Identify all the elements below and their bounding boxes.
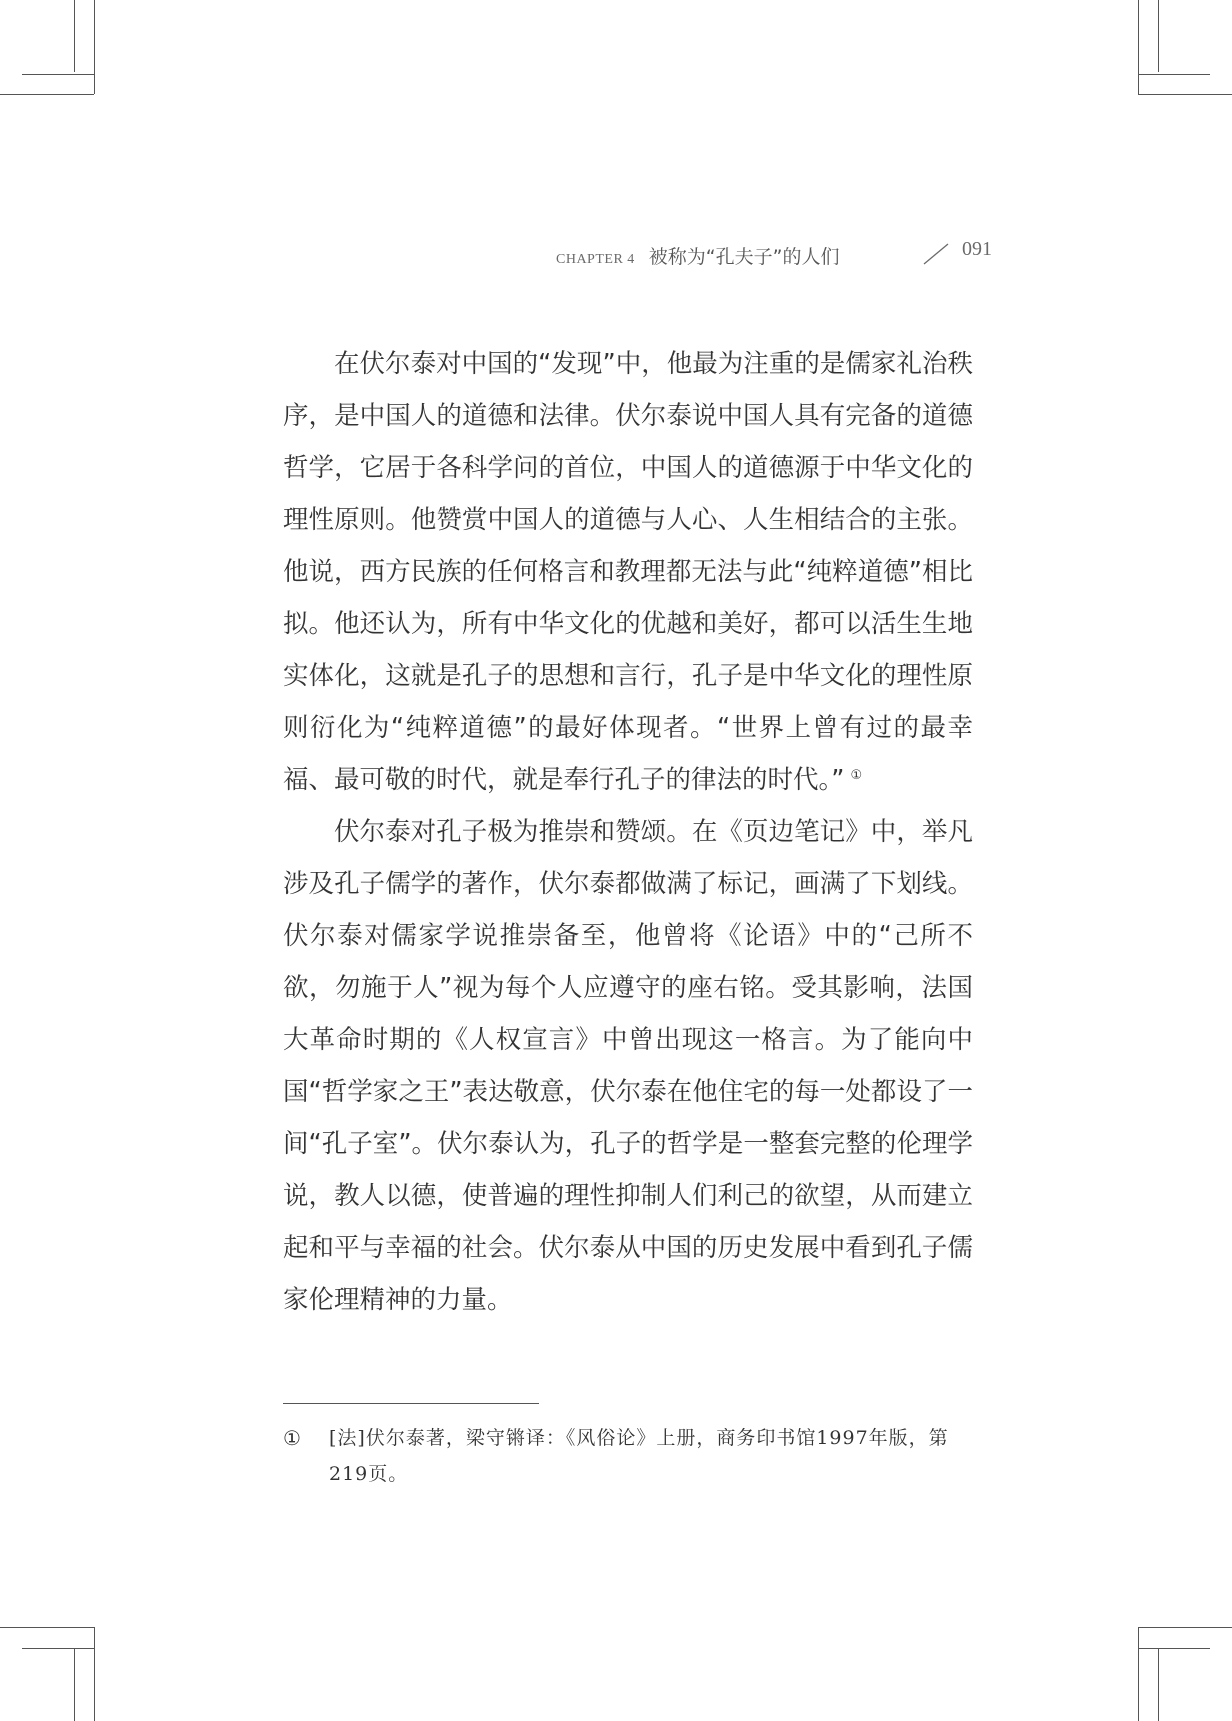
crop-mark bbox=[1138, 1648, 1210, 1649]
paragraph bbox=[283, 806, 973, 1326]
crop-mark bbox=[94, 1627, 95, 1721]
paragraph bbox=[283, 338, 973, 806]
footnote-text: [法]伏尔泰著，梁守锵译：《风俗论》上册，商务印书馆1997年版，第219页。 bbox=[329, 1427, 949, 1485]
crop-mark bbox=[1138, 74, 1210, 75]
paragraph-text: 伏尔泰对孔子极为推崇和赞颂。在《页边笔记》中，举凡涉及孔子儒学的著作，伏尔泰都做满了标记，画满了下划线。伏尔泰对儒家学说推崇备至，他曾将《论语》中的“己所不欲，勿施于人”视为每个人应遵守的座右铭。受其影响，法国大革命时期的《人权宣言》中曾出现这一格言。为了能向中国“哲学家之王”表达敬意，伏尔泰在他住宅的每一处都设了一间“孔子室”。伏尔泰认为，孔子的哲学是一整套完整的伦理学说，教人以德，使普遍的理性抑制人们利己的欲望，从而建立起和平与幸福的社会。伏尔泰从中国的历史发展中看到孔子儒家伦理精神的力量。 bbox=[283, 817, 973, 1315]
paragraph-text: 在伏尔泰对中国的“发现”中，他最为注重的是儒家礼治秩序，是中国人的道德和法律。伏尔泰说中国人具有完备的道德哲学，它居于各科学问的首位，中国人的道德源于中华文化的理性原则。他赞赏中国人的道德与人心、人生相结合的主张。他说，西方民族的任何格言和教理都无法与此“纯粹道德”相比拟。他还认为，所有中华文化的优越和美好，都可以活生生地实体化，这就是孔子的思想和言行，孔子是中华文化的理性原则衍化为“纯粹道德”的最好体现者。“世界上曾有过的最幸福、最可敬的时代，就是奉行孔子的律法的时代。” bbox=[283, 349, 973, 795]
crop-mark bbox=[1158, 0, 1159, 72]
crop-mark bbox=[1138, 0, 1139, 94]
footnote-reference[interactable]: ① bbox=[850, 767, 863, 783]
footnote-marker: ① bbox=[283, 1426, 301, 1450]
slash-divider-icon bbox=[922, 243, 950, 265]
crop-mark bbox=[74, 1648, 75, 1721]
crop-mark bbox=[94, 0, 95, 94]
crop-mark bbox=[1138, 1627, 1232, 1628]
chapter-label: CHAPTER 4 bbox=[556, 252, 635, 267]
crop-mark bbox=[22, 74, 94, 75]
running-head bbox=[556, 242, 839, 272]
crop-mark bbox=[74, 0, 75, 72]
body-text bbox=[283, 338, 973, 1326]
crop-mark bbox=[1138, 1627, 1139, 1721]
crop-mark bbox=[0, 1627, 94, 1628]
crop-mark bbox=[0, 94, 94, 95]
crop-mark bbox=[22, 1648, 94, 1649]
chapter-title: 被称为“孔夫子”的人们 bbox=[648, 246, 840, 268]
crop-mark bbox=[1158, 1648, 1159, 1721]
crop-mark bbox=[1138, 94, 1232, 95]
footnote-rule bbox=[283, 1403, 539, 1404]
page-number: 091 bbox=[962, 238, 992, 260]
footnote bbox=[283, 1420, 973, 1492]
